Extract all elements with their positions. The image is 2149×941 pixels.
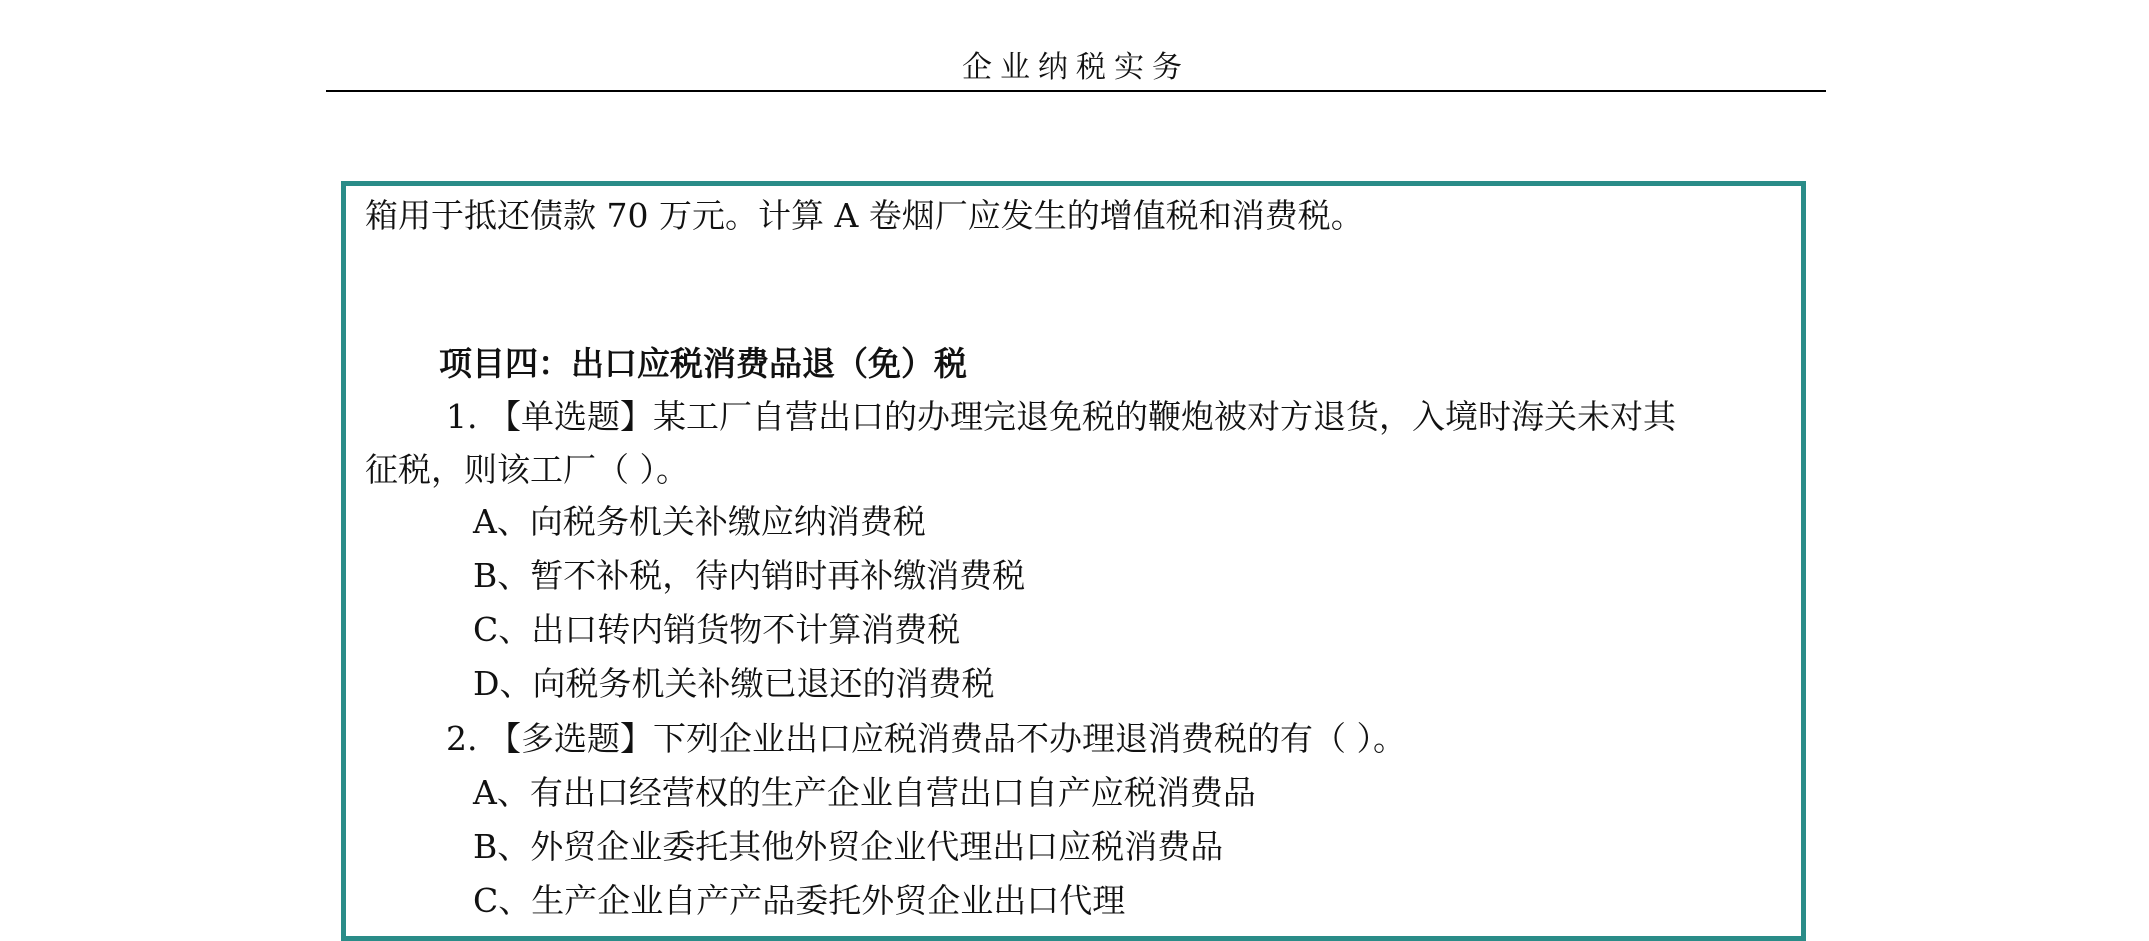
question-2-option-c: C、生产企业自产产品委托外贸企业出口代理 — [473, 881, 1126, 920]
section-heading: 项目四：出口应税消费品退（免）税 — [439, 344, 967, 383]
question-1-option-d: D、向税务机关补缴已退还的消费税 — [473, 664, 995, 703]
question-1-option-a: A、向税务机关补缴应纳消费税 — [473, 502, 926, 541]
question-2-stem: 2. 【多选题】下列企业出口应税消费品不办理退消费税的有（ ）。 — [446, 719, 1406, 758]
question-1-stem-continued: 征税，则该工厂（ ）。 — [365, 450, 689, 489]
question-2-option-b: B、外贸企业委托其他外贸企业代理出口应税消费品 — [473, 827, 1224, 866]
question-1-option-c: C、出口转内销货物不计算消费税 — [473, 610, 961, 649]
content-box — [341, 181, 1806, 941]
question-2-option-a: A、有出口经营权的生产企业自营出口自产应税消费品 — [473, 773, 1256, 812]
header-rule — [326, 90, 1826, 92]
question-1-option-b: B、暂不补税，待内销时再补缴消费税 — [473, 556, 1026, 595]
continuation-text: 箱用于抵还债款 70 万元。计算 A 卷烟厂应发生的增值税和消费税。 — [365, 196, 1364, 235]
page-header-title: 企业纳税实务 — [962, 50, 1190, 85]
question-1-stem: 1. 【单选题】某工厂自营出口的办理完退免税的鞭炮被对方退货，入境时海关未对其 — [446, 397, 1676, 436]
